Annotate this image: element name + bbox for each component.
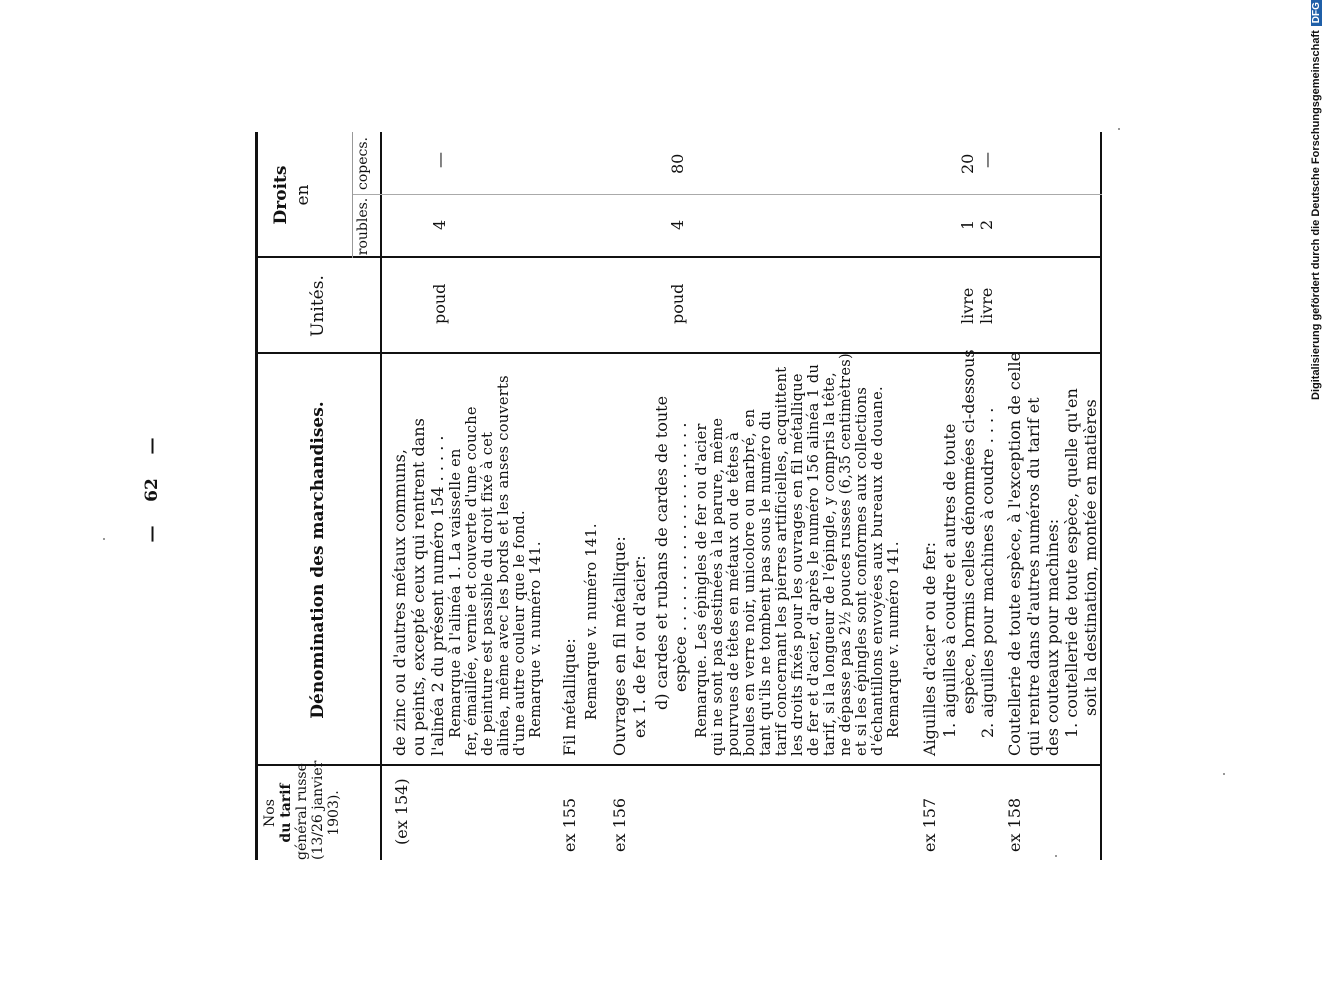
row-156-sub-d-1: d) cardes et rubans de cardes de toute	[652, 395, 671, 710]
header-nos-5: 1903).	[326, 790, 342, 836]
table-bottom-rule	[1100, 132, 1102, 860]
row-157-copecs-1: 20	[958, 153, 977, 174]
row-156-remark-5: tant qu'ils ne tombent pas sous le numéro du	[758, 410, 774, 756]
row-157-unit-1: livre	[958, 287, 977, 324]
row-156-remark-1: Remarque. Les épingles de fer ou d'acier	[694, 423, 710, 738]
page-number-line	[142, 420, 162, 560]
row-154-remark-2: fer, émaillée, vernie et couverte d'une couche	[464, 406, 480, 756]
row-154-remark	[448, 375, 544, 756]
scan-speck	[103, 538, 105, 540]
header-roubles: roubles.	[355, 197, 371, 256]
row-157-title: Aiguilles d'acier ou de fer:	[920, 541, 939, 756]
row-156-remark-6: tarif concernant les pierres artificielles, acquittent	[774, 366, 790, 756]
row-156-remark-3: pourvues de têtes en métaux ou de têtes à	[726, 431, 742, 756]
dfg-logo: DFG	[1311, 0, 1322, 26]
row-156-title: Ouvrages en fil métallique:	[610, 536, 629, 756]
row-154-remark-4: alinéa, même avec les bords et les anses couverts	[496, 375, 512, 756]
scan-speck	[1055, 855, 1057, 857]
row-156-remark-2: qui ne sont pas destinées à la parure, même	[710, 417, 726, 756]
page-number: 62	[142, 478, 162, 502]
row-156-roubles: 4	[668, 219, 687, 230]
row-156-sub1: ex 1. de fer ou d'acier:	[630, 555, 649, 738]
row-156-remark-11: et si les épingles sont conformes aux collections	[854, 386, 870, 756]
scan-speck	[1223, 773, 1225, 775]
row-156-remark-12: d'échantillons envoyées aux bureaux de douane.	[870, 386, 886, 756]
row-156-no: ex 156	[610, 797, 629, 852]
row-157-unit-2: livre	[977, 287, 996, 324]
row-154-remark-v: Remarque v. numéro 141.	[528, 541, 544, 738]
row-154-remark-1: Remarque à l'alinéa 1. La vaisselle en	[448, 448, 464, 738]
row-156-remark-4: boules en verre noir, unicolore ou marbré, en	[742, 408, 758, 756]
row-154-copecs: —	[430, 152, 449, 168]
row-158-line-2: qui rentre dans d'autres numéros du tarif et	[1024, 397, 1043, 756]
row-154-remark-3: de peinture est passible du droit fixé à cet	[480, 431, 496, 756]
header-nos-3: général russe	[294, 763, 310, 860]
credit-text: Digitalisierung gefördert durch die Deutsche Forschungsgemeinschaft	[1310, 30, 1322, 400]
scan-speck	[1118, 128, 1120, 130]
row-157-roubles-2: 2	[977, 219, 996, 230]
header-nos-2: du tarif	[278, 783, 294, 843]
row-154-text	[390, 361, 447, 756]
droits-subrule	[352, 194, 1102, 195]
header-copecs: copecs.	[355, 137, 371, 190]
row-158-text	[1005, 352, 1100, 756]
row-155-title: Fil métallique:	[560, 638, 579, 756]
row-154-line-2: ou peints, excepté ceux qui rentrent dans	[409, 418, 428, 756]
dash-left: —	[142, 525, 162, 543]
row-156-remark	[694, 353, 902, 756]
dash-right: —	[142, 437, 162, 455]
row-154-line-1: de zinc ou d'autres métaux communs,	[390, 449, 409, 756]
header-denomination: Dénomination des marchandises.	[308, 401, 328, 719]
header-droits-2: en	[293, 184, 313, 206]
header-droits	[270, 132, 314, 258]
header-unites: Unités.	[308, 275, 328, 337]
row-156-sub-d-2: espèce . . . . . . . . . . . . . . . . . . . . .	[671, 422, 690, 692]
row-154-roubles: 4	[430, 219, 449, 230]
header-bottom-rule	[380, 132, 382, 860]
row-156-remark-v: Remarque v. numéro 141.	[886, 541, 902, 738]
header-nos-4: (13/26 janvier	[310, 760, 326, 860]
row-158-line-1: Coutellerie de toute espèce, à l'exception de celle	[1005, 351, 1024, 756]
row-156-remark-9: tarif, si la longueur de l'épingle, y compris la tête,	[822, 372, 838, 756]
col-rule-1	[255, 764, 1102, 766]
row-156-sub-d	[652, 396, 690, 710]
row-157-item-1a: 1. aiguilles à coudre et autres de toute	[940, 423, 959, 738]
col-rule-3	[255, 256, 1102, 258]
row-154-no: (ex 154)	[392, 778, 411, 845]
row-157-copecs-2: —	[977, 152, 996, 168]
row-157-roubles-1: 1	[958, 219, 977, 230]
row-154-line-3: l'alinéa 2 du présent numéro 154 . . . . .	[428, 435, 447, 756]
row-155-no: ex 155	[560, 797, 579, 852]
row-156-remark-7: les droits fixés pour les ouvrages en fil métallique	[790, 373, 806, 756]
header-nos-1: Nos	[262, 799, 278, 827]
row-158-no: ex 158	[1005, 797, 1024, 852]
header-droits-1: Droits	[271, 165, 291, 225]
row-158-line-3: des couteaux pour machines:	[1043, 518, 1062, 756]
row-157-item-1b: espèce, hormis celles dénommées ci-dessous	[959, 349, 978, 714]
header-nos	[262, 760, 342, 860]
row-157-item-2: 2. aiguilles pour machines à coudre . . . .	[978, 407, 997, 738]
row-157-no: ex 157	[920, 797, 939, 852]
droits-hrule	[352, 132, 353, 258]
row-154-remark-5: d'une autre couleur que le fond.	[512, 510, 528, 756]
row-156-copecs: 80	[668, 153, 687, 174]
row-156-remark-10: ne dépasse pas 2½ pouces russes (6,35 centimètres)	[838, 353, 854, 756]
row-155-remark: Remarque v. numéro 141.	[584, 523, 600, 720]
table-top-rule	[255, 132, 258, 860]
row-156-unit: poud	[668, 283, 687, 324]
row-157-items	[940, 349, 997, 738]
row-158-line-5: soit la destination, montée en matières	[1081, 399, 1100, 716]
digitization-credit	[1310, 0, 1322, 400]
row-154-unit: poud	[430, 283, 449, 324]
row-156-remark-8: de fer et d'acier, d'après le numéro 156 alinéa 1 du	[806, 363, 822, 756]
row-158-line-4: 1. coutellerie de toute espèce, quelle qu'en	[1062, 388, 1081, 738]
